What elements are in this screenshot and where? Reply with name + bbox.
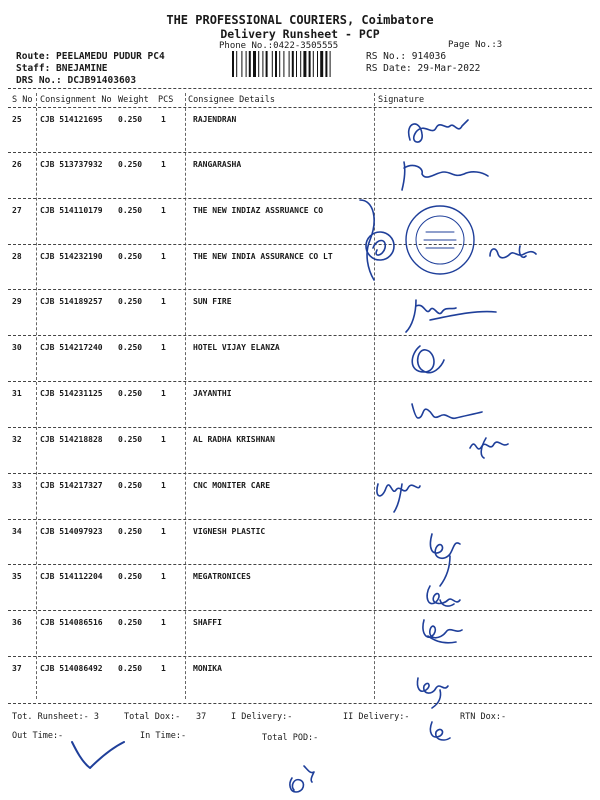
column-header: PCS bbox=[158, 95, 174, 105]
row-pcs: 1 bbox=[161, 206, 166, 215]
row-weight: 0.250 bbox=[118, 481, 143, 490]
row-consignment-no: CJB 514218828 bbox=[40, 435, 103, 444]
row-consignee: SUN FIRE bbox=[193, 297, 232, 306]
row-pcs: 1 bbox=[161, 343, 166, 352]
row-consignee: THE NEW INDIAZ ASSRUANCE CO bbox=[193, 206, 324, 215]
row-sno: 29 bbox=[12, 297, 22, 306]
signature-mark bbox=[430, 534, 460, 586]
column-header: Consignee Details bbox=[188, 95, 275, 105]
signature-mark bbox=[409, 120, 468, 142]
tot-runsheet: Tot. Runsheet:- 3 bbox=[12, 712, 99, 722]
row-consignee: JAYANTHI bbox=[193, 389, 232, 398]
row-consignee: HOTEL VIJAY ELANZA bbox=[193, 343, 280, 352]
row-weight: 0.250 bbox=[118, 618, 143, 627]
row-pcs: 1 bbox=[161, 389, 166, 398]
total-dox-value: 37 bbox=[196, 712, 207, 722]
row-consignment-no: CJB 514232190 bbox=[40, 252, 103, 261]
row-pcs: 1 bbox=[161, 572, 166, 581]
in-time: In Time:- bbox=[140, 731, 187, 741]
row-weight: 0.250 bbox=[118, 206, 143, 215]
row-consignee: VIGNESH PLASTIC bbox=[193, 527, 266, 536]
route-label: Route: PEELAMEDU PUDUR PC4 bbox=[16, 51, 165, 62]
signature-mark bbox=[373, 241, 385, 256]
row-sno: 27 bbox=[12, 206, 22, 215]
row-weight: 0.250 bbox=[118, 252, 143, 261]
signature-mark bbox=[406, 300, 496, 332]
row-consignee: CNC MONITER CARE bbox=[193, 481, 271, 490]
row-sno: 34 bbox=[12, 527, 22, 536]
row-weight: 0.250 bbox=[118, 115, 143, 124]
row-consignment-no: CJB 514086516 bbox=[40, 618, 103, 627]
row-consignment-no: CJB 514112204 bbox=[40, 572, 103, 581]
signature-mark bbox=[423, 620, 462, 643]
company-seal-stamp bbox=[406, 206, 474, 274]
row-weight: 0.250 bbox=[118, 572, 143, 581]
row-weight: 0.250 bbox=[118, 343, 143, 352]
row-pcs: 1 bbox=[161, 481, 166, 490]
runsheet-title: THE PROFESSIONAL COURIERS, Coimbatore bbox=[166, 13, 434, 27]
row-weight: 0.250 bbox=[118, 389, 143, 398]
signature-mark bbox=[412, 346, 444, 373]
row-sno: 35 bbox=[12, 572, 22, 581]
row-weight: 0.250 bbox=[118, 664, 143, 673]
row-weight: 0.250 bbox=[118, 527, 143, 536]
initials-circle bbox=[366, 232, 394, 260]
signature-mark bbox=[377, 484, 420, 512]
signature-mark bbox=[427, 586, 460, 606]
row-consignee: MONIKA bbox=[193, 664, 222, 673]
row-pcs: 1 bbox=[161, 160, 166, 169]
column-header: Consignment No bbox=[40, 95, 112, 105]
i-delivery: I Delivery:- bbox=[231, 712, 293, 722]
row-sno: 33 bbox=[12, 481, 22, 490]
column-header: Weight bbox=[118, 95, 149, 105]
rs-date: RS Date: 29-Mar-2022 bbox=[366, 63, 481, 74]
total-pod: Total POD:- bbox=[262, 733, 319, 743]
column-header: Signature bbox=[378, 95, 425, 105]
column-header: S No bbox=[12, 95, 33, 105]
row-sno: 28 bbox=[12, 252, 22, 261]
row-consignee: THE NEW INDIA ASSURANCE CO LT bbox=[193, 252, 333, 261]
row-sno: 30 bbox=[12, 343, 22, 352]
signature-mark bbox=[402, 162, 488, 190]
tick-mark bbox=[72, 742, 124, 768]
signature-mark bbox=[430, 722, 450, 740]
row-consignee: SHAFFI bbox=[193, 618, 222, 627]
row-consignment-no: CJB 514189257 bbox=[40, 297, 103, 306]
row-sno: 37 bbox=[12, 664, 22, 673]
rtn-dox: RTN Dox:- bbox=[460, 712, 507, 722]
row-sno: 26 bbox=[12, 160, 22, 169]
row-consignment-no: CJB 514217240 bbox=[40, 343, 103, 352]
signature-mark bbox=[412, 404, 482, 418]
row-sno: 31 bbox=[12, 389, 22, 398]
phone-number: Phone No.:0422-3505555 bbox=[219, 41, 339, 51]
row-consignment-no: CJB 514086492 bbox=[40, 664, 103, 673]
row-pcs: 1 bbox=[161, 664, 166, 673]
drs-number: DRS No.: DCJB91403603 bbox=[16, 75, 137, 86]
row-weight: 0.250 bbox=[118, 160, 143, 169]
row-consignment-no: CJB 514097923 bbox=[40, 527, 103, 536]
row-consignment-no: CJB 514217327 bbox=[40, 481, 103, 490]
runsheet-subtitle: Delivery Runsheet - PCP bbox=[220, 27, 380, 41]
out-time: Out Time:- bbox=[12, 731, 64, 741]
row-consignee: AL RADHA KRISHNAN bbox=[193, 435, 275, 444]
row-pcs: 1 bbox=[161, 618, 166, 627]
row-consignment-no: CJB 513737932 bbox=[40, 160, 103, 169]
staff-label: Staff: BNEJAMINE bbox=[16, 63, 108, 74]
row-pcs: 1 bbox=[161, 297, 166, 306]
signature-mark bbox=[470, 438, 508, 458]
row-consignee: RAJENDRAN bbox=[193, 115, 237, 124]
row-pcs: 1 bbox=[161, 435, 166, 444]
signature-mark bbox=[290, 766, 314, 792]
rs-number: RS No.: 914036 bbox=[366, 51, 447, 62]
total-dox-label: Total Dox:- bbox=[124, 712, 181, 722]
row-weight: 0.250 bbox=[118, 297, 143, 306]
row-sno: 25 bbox=[12, 115, 22, 124]
row-consignment-no: CJB 514121695 bbox=[40, 115, 103, 124]
row-weight: 0.250 bbox=[118, 435, 143, 444]
row-consignment-no: CJB 514231125 bbox=[40, 389, 103, 398]
signature-mark bbox=[417, 678, 448, 708]
row-consignment-no: CJB 514110179 bbox=[40, 206, 103, 215]
row-pcs: 1 bbox=[161, 252, 166, 261]
row-consignee: MEGATRONICES bbox=[193, 572, 251, 581]
row-pcs: 1 bbox=[161, 115, 166, 124]
row-sno: 36 bbox=[12, 618, 22, 627]
ii-delivery: II Delivery:- bbox=[343, 712, 410, 722]
row-consignee: RANGARASHA bbox=[193, 160, 242, 169]
row-pcs: 1 bbox=[161, 527, 166, 536]
row-sno: 32 bbox=[12, 435, 22, 444]
page-number: Page No.:3 bbox=[448, 40, 503, 50]
signature-mark bbox=[490, 246, 536, 258]
